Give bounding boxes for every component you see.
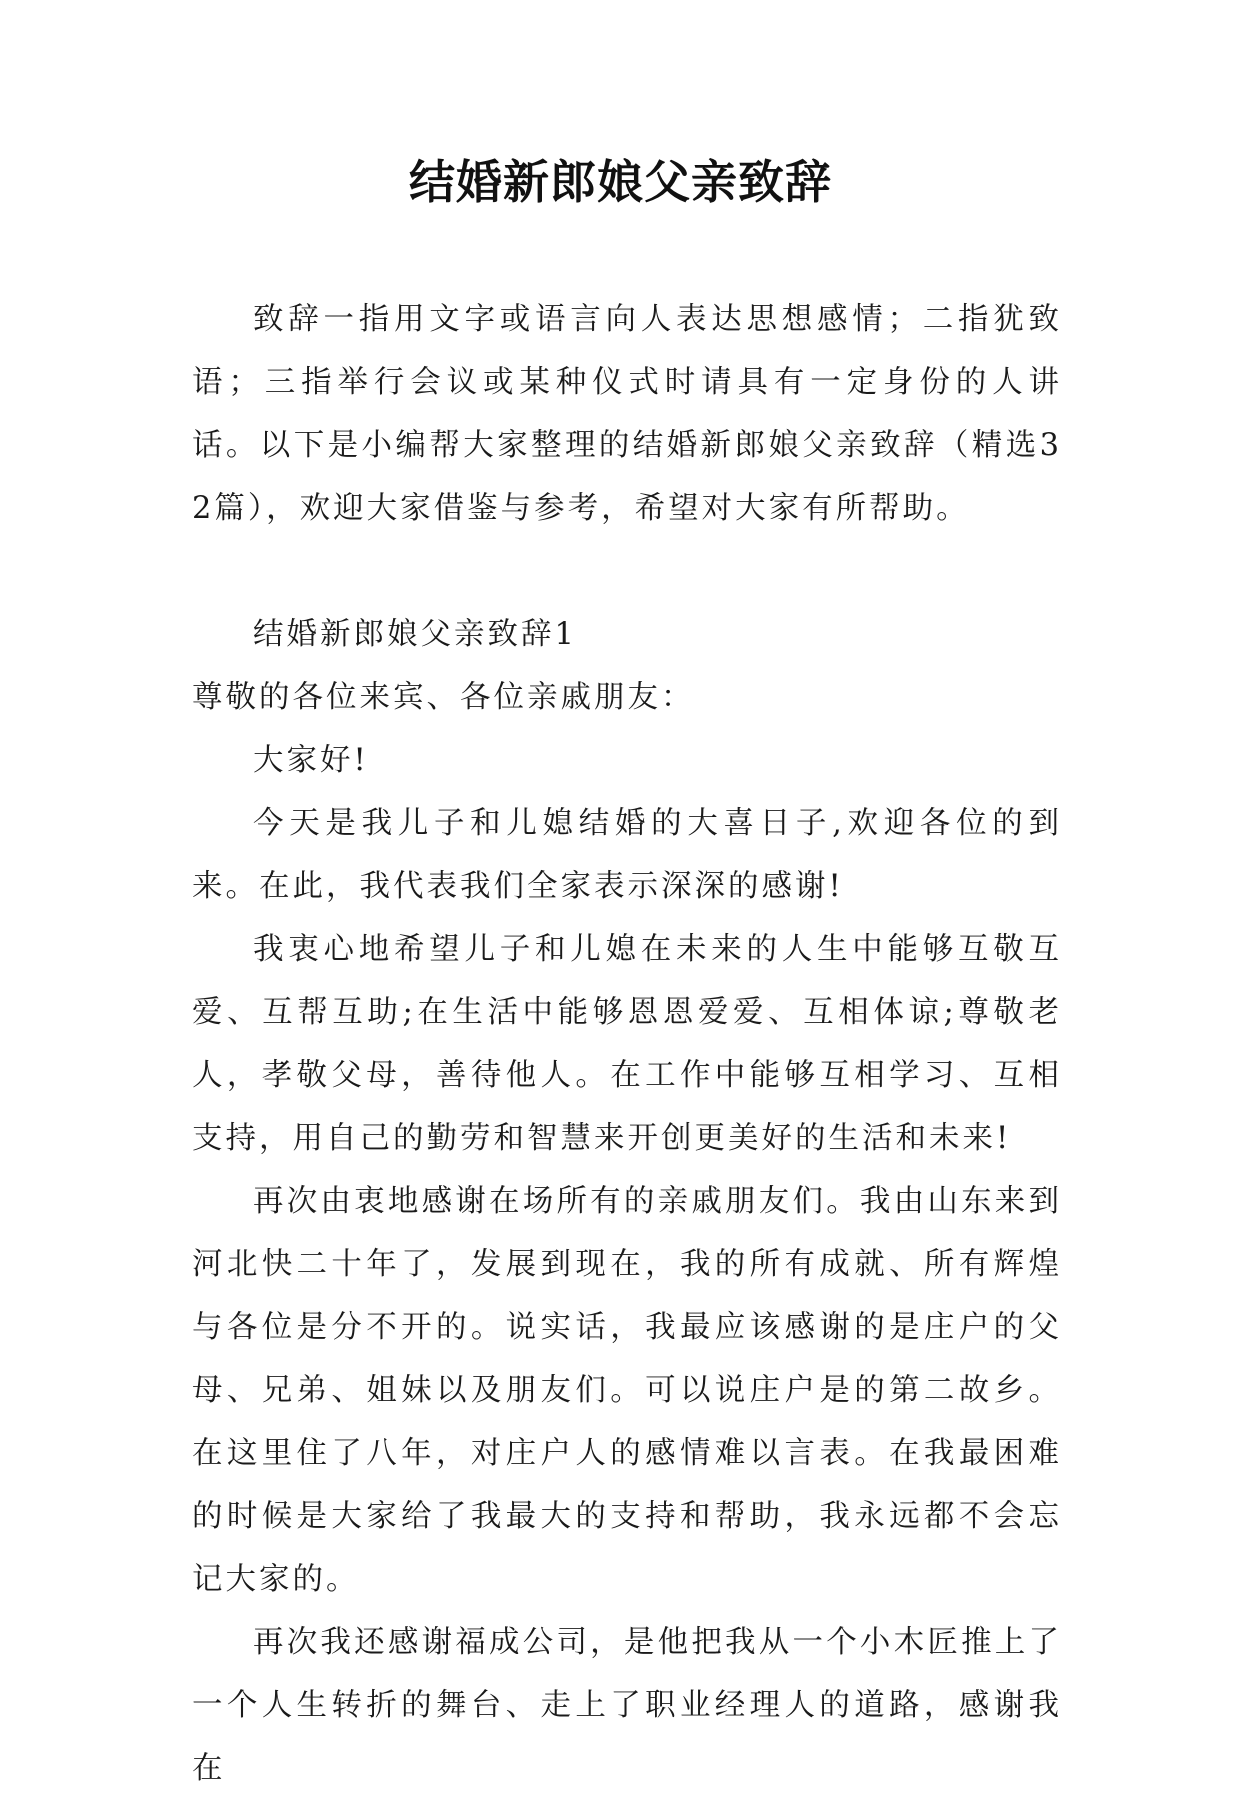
body-paragraph: 今天是我儿子和儿媳结婚的大喜日子,欢迎各位的到来。在此，我代表我们全家表示深深的感谢! [192,806,1062,904]
greeting: 大家好! [253,743,369,778]
body-paragraph: 再次由衷地感谢在场所有的亲戚朋友们。我由山东来到河北快二十年了，发展到现在，我的所有成就、所有辉煌与各位是分不开的。说实话，我最应该感谢的是庄户的父母、兄弟、姐妹以及朋友们。可以说庄户是的第二故乡。在这里住了八年，对庄户人的感情难以言表。在我最困难的时候是大家给了我最大的支持和帮助，我永远都不会忘记大家的。 [192,1184,1062,1597]
document-body [192,288,1062,1800]
body-paragraph: 我衷心地希望儿子和儿媳在未来的人生中能够互敬互爱、互帮互助;在生活中能够恩恩爱爱、互相体谅;尊敬老人，孝敬父母，善待他人。在工作中能够互相学习、互相支持，用自己的勤劳和智慧来开创更美好的生活和未来! [192,932,1062,1156]
intro-paragraph: 致辞一指用文字或语言向人表达思想感情；二指犹致语；三指举行会议或某种仪式时请具有一定身份的人讲话。以下是小编帮大家整理的结婚新郎娘父亲致辞（精选32篇），欢迎大家借鉴与参考，希望对大家有所帮助。 [192,302,1062,526]
spacer [192,540,1062,603]
section-heading: 结婚新郎娘父亲致辞1 [253,617,577,652]
body-paragraph: 再次我还感谢福成公司，是他把我从一个小木匠推上了一个人生转折的舞台、走上了职业经理人的道路，感谢我在 [192,1625,1062,1786]
salutation: 尊敬的各位来宾、各位亲戚朋友： [192,680,695,715]
document-title: 结婚新郎娘父亲致辞 [409,155,832,209]
